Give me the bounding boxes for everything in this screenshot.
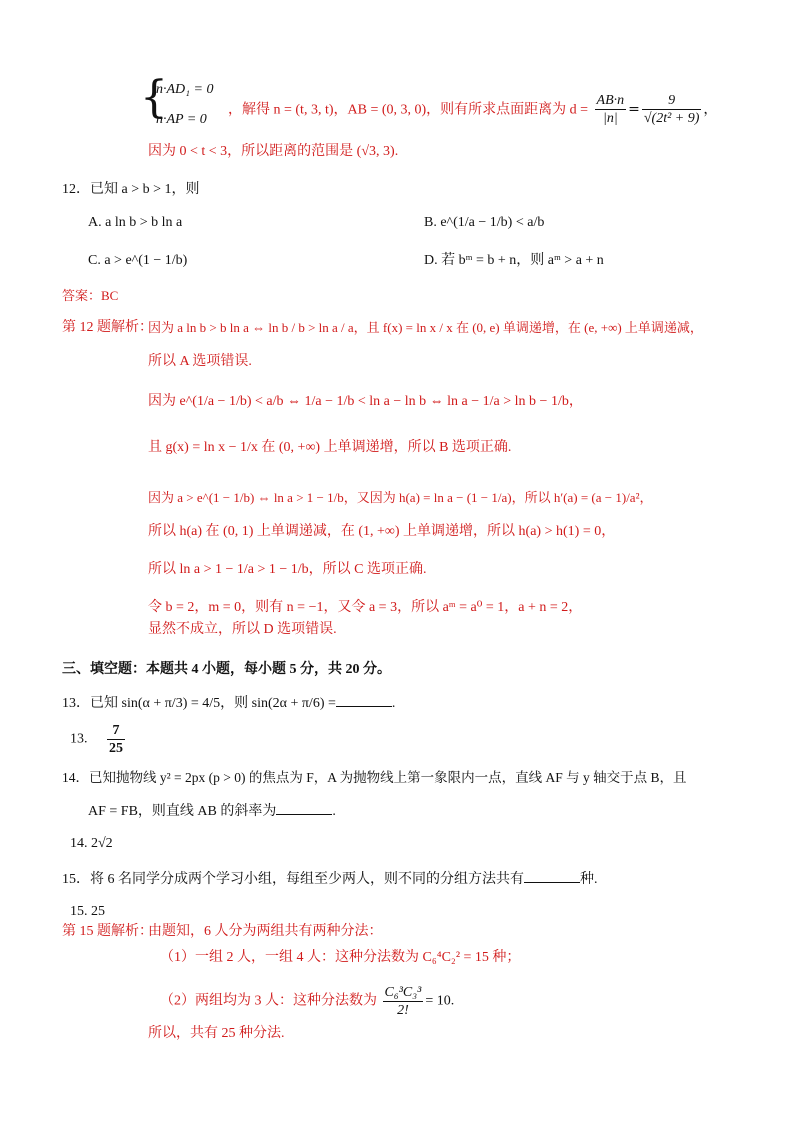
q13-stem-text: 13．已知 sin(α + π/3) = 4/5，则 sin(2α + π/6) = <box>62 696 336 711</box>
system-eq-2: n·AP = 0 <box>156 112 207 127</box>
q12-option-d: D. 若 bᵐ = b + n，则 aᵐ > a + n <box>424 253 604 268</box>
q15-fraction-result: = 10. <box>425 993 455 1009</box>
solve-text <box>228 92 717 127</box>
system-eq-1: n·AD₁ = 0 <box>156 82 214 97</box>
q15-solution-line-2: （1）一组 2 人，一组 4 人：这种分法数为 C₆⁴C₂² = 15 种； <box>160 950 521 965</box>
q14-end: . <box>332 804 336 819</box>
q13-answer <box>70 722 127 757</box>
q15-solution-label: 第 15 题解析： <box>62 924 153 939</box>
q15-fraction-numerator: C₆³C₃³ <box>384 985 422 1000</box>
q12-solution-line-5: 因为 a > e^(1 − 1/b) ⇔ ln a > 1 − 1/b，又因为 h(a) = ln a − (1 − 1/a)，所以 h′(a) = (a − 1)/a²， <box>148 490 653 505</box>
q13-answer-numerator: 7 <box>107 722 125 740</box>
comma: ， <box>703 101 718 118</box>
q12-solution-line-6: 所以 h(a) 在 (0, 1) 上单调递减，在 (1, +∞) 上单调递增，所以 h(a) > h(1) = 0， <box>148 524 616 539</box>
distance-denominator: |n| <box>602 111 618 126</box>
q15-stem-text: 15．将 6 名同学分成两个学习小组，每组至少两人，则不同的分组方法共有 <box>62 872 524 887</box>
q13-answer-label: 13. <box>70 731 88 747</box>
q12-solution-line-3: 因为 e^(1/a − 1/b) < a/b ⇔ 1/a − 1/b < ln a − ln b ⇔ ln a − 1/a > ln b − 1/b， <box>148 394 583 409</box>
q12-solution-label: 第 12 题解析： <box>62 320 153 335</box>
q13-end: . <box>391 696 396 711</box>
range-conclusion: 因为 0 < t < 3，所以距离的范围是 (√3, 3). <box>148 144 399 159</box>
q14-stem-line-1: 14．已知抛物线 y² = 2px (p > 0) 的焦点为 F，A 为抛物线上第一象限内一点，直线 AF 与 y 轴交于点 B，且 <box>62 770 687 785</box>
q15-answer-blank <box>524 868 580 883</box>
q12-stem: 12．已知 a > b > 1，则 <box>62 182 200 197</box>
distance-numerator: AB·n <box>596 93 625 108</box>
q12-solution-line-2: 所以 A 选项错误. <box>148 354 252 369</box>
q13-answer-blank <box>336 692 392 707</box>
equals-sign: = <box>628 101 640 118</box>
q12-option-c: C. a > e^(1 − 1/b) <box>88 253 188 268</box>
q15-solution-line-3 <box>160 984 454 1019</box>
q12-solution-line-9: 显然不成立，所以 D 选项错误. <box>148 622 337 637</box>
q15-fraction-denominator: 2! <box>397 1003 409 1018</box>
q14-stem-text: AF = FB，则直线 AB 的斜率为 <box>88 804 277 819</box>
solve-label: ，解得 n = (t, 3, t)，AB = (0, 3, 0)，则有所求点面距离为 d = <box>228 102 589 118</box>
section-3-header: 三、填空题：本题共 4 小题，每小题 5 分，共 20 分。 <box>62 662 391 677</box>
q12-answer: 答案：BC <box>62 288 119 303</box>
q14-answer-blank <box>276 800 332 815</box>
value-fraction <box>642 92 702 127</box>
value-denominator: √(2t² + 9) <box>643 111 700 126</box>
q15-solution-line-3-text: （2）两组均为 3 人：这种分法数为 <box>160 993 377 1009</box>
q12-solution-line-7: 所以 ln a > 1 − 1/a > 1 − 1/b，所以 C 选项正确. <box>148 562 427 577</box>
q14-answer: 14. 2√2 <box>70 836 113 851</box>
value-numerator: 9 <box>642 92 702 110</box>
q15-solution-line-1: 由题知，6 人分为两组共有两种分法： <box>148 924 383 939</box>
q12-option-b: B. e^(1/a − 1/b) < a/b <box>424 215 545 230</box>
q12-solution-line-4: 且 g(x) = ln x − 1/x 在 (0, +∞) 上单调递增，所以 B 选项正确. <box>148 440 512 455</box>
q14-stem-line-2 <box>88 800 336 822</box>
q15-stem <box>62 868 598 890</box>
q12-solution-line-1: 因为 a ln b > b ln a ⇔ ln b / b > ln a / a，且 f(x) = ln x / x 在 (0, e) 单调递增，在 (e, +∞) 上单调递减， <box>148 320 703 335</box>
q15-answer: 15. 25 <box>70 904 105 919</box>
q13-answer-denominator: 25 <box>109 741 123 756</box>
q13-stem <box>62 692 395 714</box>
q12-solution-line-8: 令 b = 2，m = 0，则有 n = −1，又令 a = 3，所以 aᵐ = a⁰ = 1，a + n = 2， <box>148 600 583 615</box>
q15-solution-line-4: 所以，共有 25 种分法. <box>148 1026 285 1041</box>
system-brace: { <box>140 72 168 123</box>
distance-fraction <box>595 92 627 127</box>
q13-answer-fraction <box>107 722 125 757</box>
q15-fraction <box>383 984 424 1019</box>
q12-option-a: A. a ln b > b ln a <box>88 215 183 230</box>
q15-end: 种. <box>580 872 598 887</box>
